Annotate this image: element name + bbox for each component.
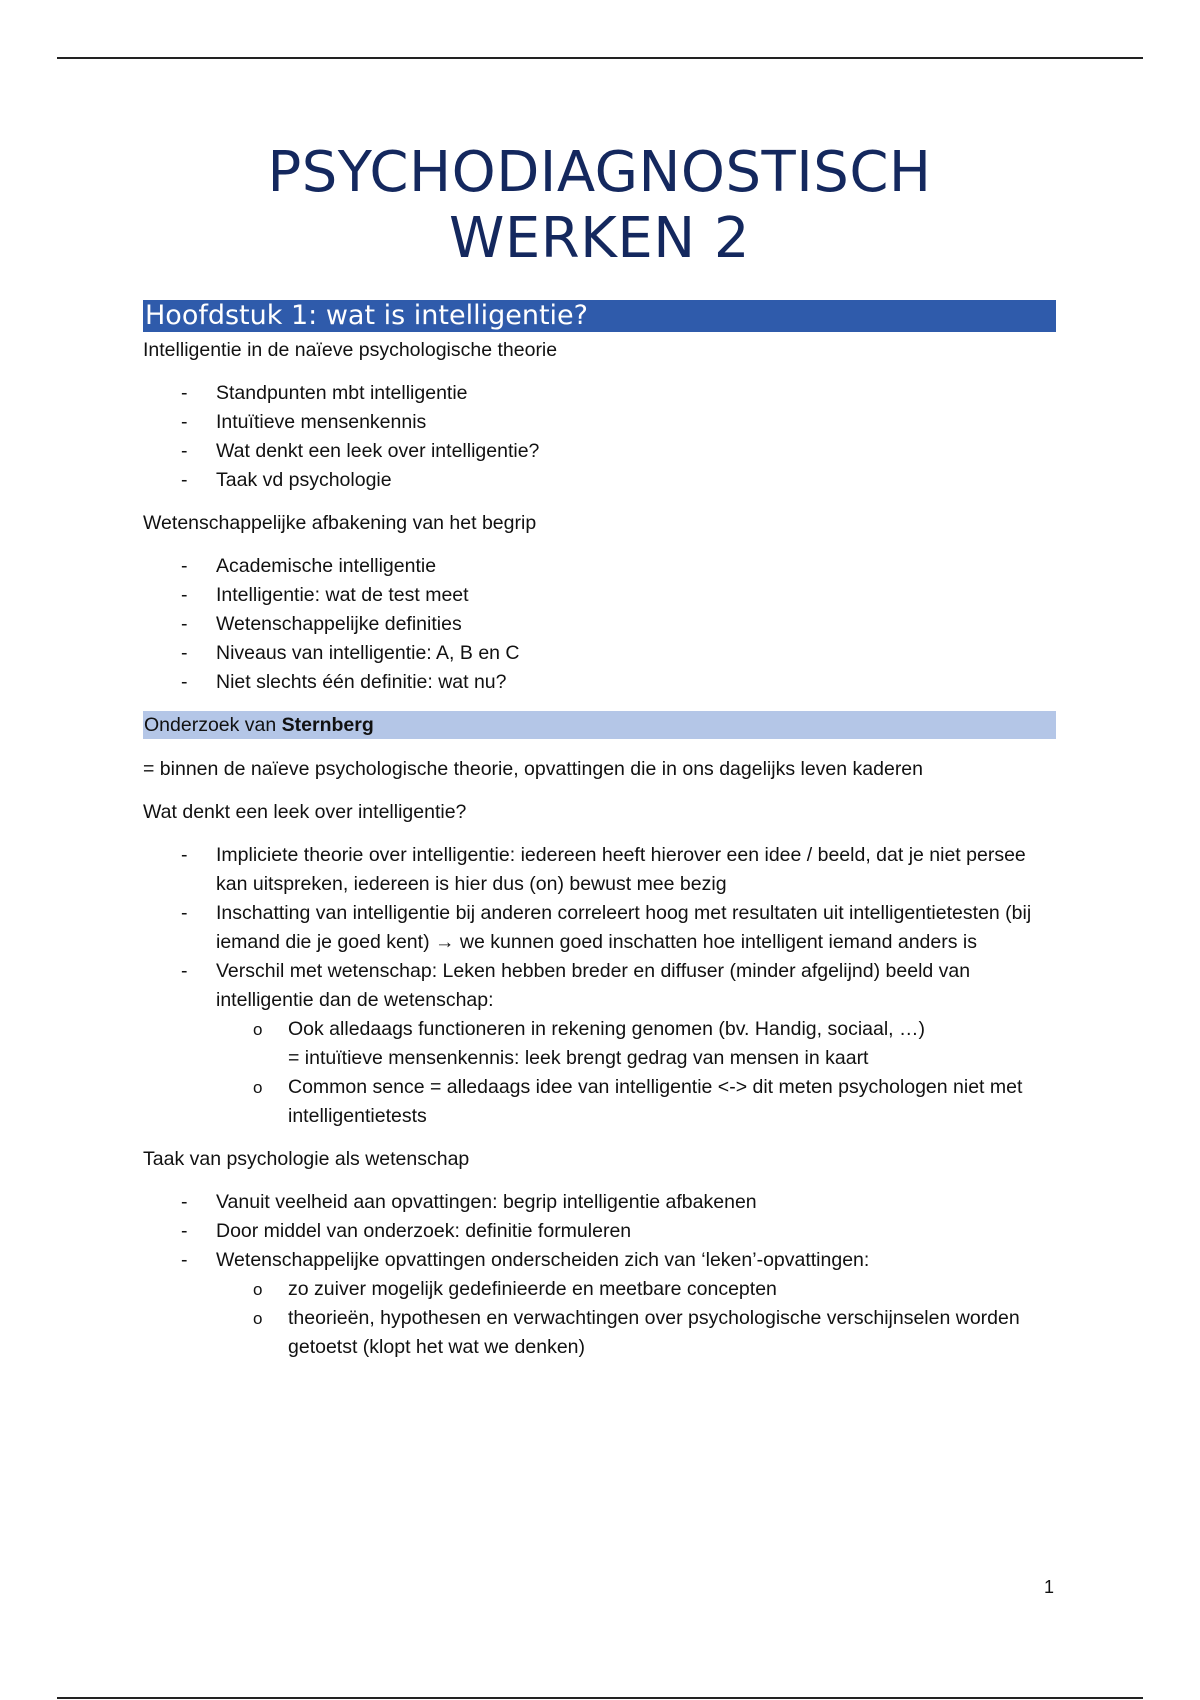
footer-rule	[57, 1697, 1143, 1699]
taak-sublist	[216, 1275, 1056, 1362]
sublist-item	[216, 1015, 1056, 1073]
section-heading-scientific: Wetenschappelijke afbakening van het begrip	[143, 512, 537, 534]
subheading-prefix: Onderzoek van	[144, 714, 282, 736]
sublist-item-continuation: = intuïtieve mensenkennis: leek brengt gedrag van mensen in kaart	[288, 1047, 869, 1069]
taak-heading: Taak van psychologie als wetenschap	[143, 1148, 470, 1170]
naive-theory-list	[143, 379, 1056, 495]
sublist-item-text: Ook alledaags functioneren in rekening genomen (bv. Handig, sociaal, …)	[288, 1018, 926, 1040]
leek-heading: Wat denkt een leek over intelligentie?	[143, 801, 467, 823]
section-heading-naive-theory: Intelligentie in de naïeve psychologische theorie	[143, 339, 558, 361]
document-body	[143, 336, 1056, 1362]
page-number: 1	[1044, 1577, 1055, 1597]
subheading-bold: Sternberg	[281, 714, 374, 736]
list-item: - Impliciete theorie over intelligentie: iedereen heeft hierover een idee / beeld, dat je niet persee kan uitspreken, iedereen is hier dus (on) bewust mee bezig	[143, 841, 1056, 899]
subheading-sternberg	[143, 711, 1056, 739]
chapter-heading: Hoofdstuk 1: wat is intelligentie?	[143, 300, 1056, 332]
list-item: - Wat denkt een leek over intelligentie?	[143, 437, 1056, 466]
list-item: - Inschatting van intelligentie bij anderen correleert hoog met resultaten uit intelligentietesten (bij iemand die je goed kent) → we kunnen goed inschatten hoe intelligent iemand anders is	[143, 899, 1056, 957]
list-item-text: Wetenschappelijke opvattingen onderscheiden zich van ‘leken’-opvattingen:	[216, 1249, 870, 1271]
list-item: - Door middel van onderzoek: definitie formuleren	[143, 1217, 1056, 1246]
list-item: - Wetenschappelijke definities	[143, 610, 1056, 639]
leek-list	[143, 841, 1056, 1131]
sublist-item: o zo zuiver mogelijk gedefinieerde en meetbare concepten	[216, 1275, 1056, 1304]
header-rule	[57, 57, 1143, 59]
leek-sublist	[216, 1015, 1056, 1131]
list-item: - Niveaus van intelligentie: A, B en C	[143, 639, 1056, 668]
list-item: - Intelligentie: wat de test meet	[143, 581, 1056, 610]
taak-list	[143, 1188, 1056, 1362]
list-item: - Academische intelligentie	[143, 552, 1056, 581]
list-item-text: Verschil met wetenschap: Leken hebben breder en diffuser (minder afgelijnd) beeld van intelligentie dan de wetenschap:	[216, 960, 971, 1011]
list-item: - Niet slechts één definitie: wat nu?	[143, 668, 1056, 697]
list-item	[143, 1246, 1056, 1362]
document-title: PSYCHODIAGNOSTISCH WERKEN 2	[267, 140, 932, 271]
sublist-item: o Common sence = alledaags idee van intelligentie <-> dit meten psychologen niet met intelligentietests	[216, 1073, 1056, 1131]
sternberg-definition: = binnen de naïeve psychologische theorie, opvattingen die in ons dagelijks leven kaderen	[143, 758, 923, 780]
list-item	[143, 957, 1056, 1131]
sublist-item: o theorieën, hypothesen en verwachtingen over psychologische verschijnselen worden getoetst (klopt het wat we denken)	[216, 1304, 1056, 1362]
list-item: - Taak vd psychologie	[143, 466, 1056, 495]
scientific-list	[143, 552, 1056, 697]
list-item: - Vanuit veelheid aan opvattingen: begrip intelligentie afbakenen	[143, 1188, 1056, 1217]
list-item: - Intuïtieve mensenkennis	[143, 408, 1056, 437]
list-item: - Standpunten mbt intelligentie	[143, 379, 1056, 408]
